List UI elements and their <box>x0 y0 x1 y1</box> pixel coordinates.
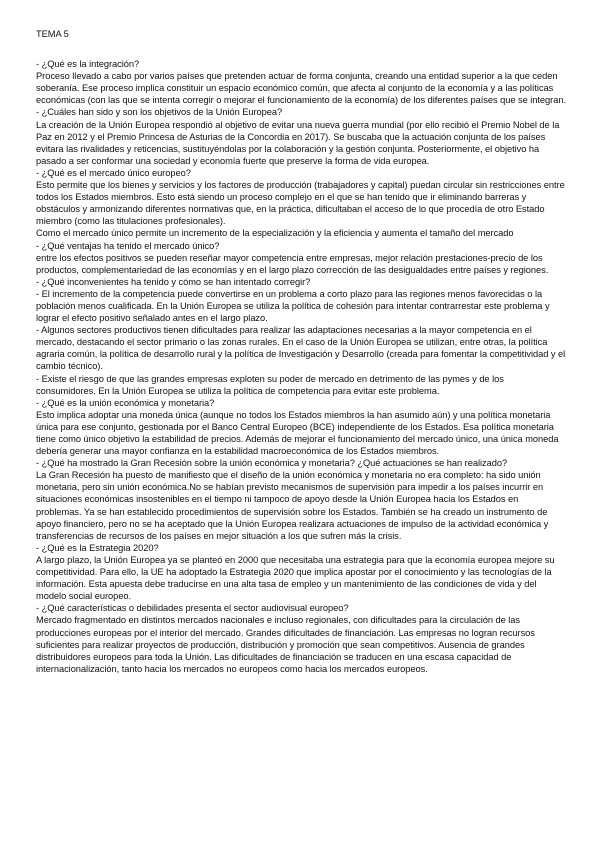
section-ventajas <box>36 240 566 276</box>
section-paragraph: Esto implica adoptar una moneda única (aunque no todos los Estados miembros la han asumido aún) y una política monetaria única para ese conjunto, gestionada por el Banco Central Europeo (BCE) independiente de los Estados. Esa política monetaria tiene como único objetivo la estabilidad de precios. Además de mejorar el funcionamiento del mercado único, una única moneda debería generar una mayor confianza en la estabilidad macroeconómica de los Estados miembros. <box>36 409 559 457</box>
section-paragraph: Como el mercado único permite un incremento de la especialización y la eficiencia y aumenta el tamaño del mercado <box>36 228 514 239</box>
section-integracion <box>36 58 566 106</box>
section-objetivos <box>36 106 566 166</box>
section-question: - ¿Qué características o debilidades presenta el sector audiovisual europeo? <box>36 603 349 614</box>
section-paragraph: La creación de la Unión Europea respondió al objetivo de evitar una nueva guerra mundial (por ello recibió el Premio Nobel de la Paz en 2012 y el Premio Princesa de Asturias de la Concordia en 2017). Se buscaba que la actuación conjunta de los países evitara las rivalidades y reticencias, sustituyéndolas por la colaboración y la gestión conjunta. Posteriormente, el objetivo ha pasado a ser conformar una sociedad y economía fuerte que preserve la forma de vida europea. <box>36 119 560 166</box>
section-union-economica <box>36 397 566 457</box>
section-question: - ¿Qué ha mostrado la Gran Recesión sobre la unión económica y monetaria? ¿Qué actuaciones se han realizado? <box>36 458 508 469</box>
section-paragraph: Mercado fragmentado en distintos mercados nacionales e incluso regionales, con dificultades para la circulación de las producciones europeas por el interior del mercado. Grandes dificultades de financiación. Las empresas no logran recursos suficientes para realizar proyectos de producción, distribución y promoción que sean competitivos. Ausencia de grandes distribuidores europeos para toda la Unión. Las dificultades de financiación se traducen en una escasa capacidad de internacionalización, tanto hacia los mercados no europeos como hacia los mercados europeos. <box>36 615 535 674</box>
section-paragraph: - Algunos sectores productivos tienen dificultades para realizar las adaptaciones necesarias a la mayor competencia en el mercado, destacando el sector primario o las zonas rurales. En el caso de la Unión Europea se utilizan, entre otras, la política agraria común, la política de desarrollo rural y la política de Investigación y Desarrollo (creada para fomentar la competitividad y el cambio técnico). <box>36 325 566 372</box>
section-question: - ¿Qué es la unión económica y monetaria? <box>36 397 215 408</box>
section-question: - ¿Qué ventajas ha tenido el mercado único? <box>36 240 220 251</box>
section-paragraph: - El incremento de la competencia puede convertirse en un problema a corto plazo para las regiones menos favorecidas o la población menos cualificada. En la Unión Europea se utiliza la política de cohesión para intentar contrarrestar este problema y lograr el efecto positivo señalado antes en el largo plazo. <box>36 288 550 324</box>
section-question: - ¿Qué es la Estrategia 2020? <box>36 542 159 553</box>
section-paragraph: - Existe el riesgo de que las grandes empresas exploten su poder de mercado en detrimento de las pymes y de los consumidores. En la Unión Europea se utiliza la política de competencia para evitar este problema. <box>36 373 504 396</box>
section-mercado-unico <box>36 167 566 240</box>
document-title: TEMA 5 <box>36 29 69 39</box>
section-audiovisual <box>36 602 566 675</box>
section-gran-recesion <box>36 457 566 542</box>
section-question: - ¿Cuáles han sido y son los objetivos de la Unión Europea? <box>36 107 283 118</box>
section-paragraph: A largo plazo, la Unión Europea ya se planteó en 2000 que necesitaba una estrategia para que la economía europea mejore su competitividad. Para ello, la UE ha adoptado la Estrategia 2020 que implica apostar por el conocimiento y las tecnologías de la información. Esta apuesta debe traducirse en una alta tasa de empleo y un mantenimiento de las condiciones de vida y del modelo social europeo. <box>36 554 555 602</box>
section-paragraph: entre los efectos positivos se pueden reseñar mayor competencia entre empresas, mejor relación prestaciones-precio de los productos, complementariedad de las economías y en el largo plazo corrección de las desigualdades entre países y regiones. <box>36 252 549 275</box>
section-paragraph: Proceso llevado a cabo por varios países que pretenden actuar de forma conjunta, creando una entidad superior a la que ceden soberanía. Ese proceso implica constituir un espacio económico común, que afecta al conjunto de la economía y a las políticas económicas (con las que se intenta corregir o mejorar el funcionamiento de la economía) de los diferentes países que se integran. <box>36 71 566 106</box>
document-page <box>36 28 566 675</box>
section-paragraph: Esto permite que los bienes y servicios y los factores de producción (trabajadores y capital) puedan circular sin restricciones entre todos los Estados miembros. Esto está siendo un proceso complejo en el que se han tenido que ir eliminando barreras y obstáculos y armonizando diferentes normativas que, en la práctica, dificultaban el acceso de lo que procedía de otro Estado miembro (como las titulaciones profesionales). <box>36 180 565 227</box>
section-estrategia-2020 <box>36 542 566 602</box>
section-question: - ¿Qué es el mercado único europeo? <box>36 167 191 178</box>
section-paragraph: La Gran Recesión ha puesto de manifiesto que el diseño de la unión económica y monetaria no era completo: ha sido unión monetaria, pero sin unión económica.No se habían previsto mecanismos de supervisión para impedir a los países incurrir en situaciones económicas insostenibles en el tiempo ni tampoco de apoyo desde la Unión Europea hacia los Estados en problemas. Ya se han establecido procedimientos de supervisión sobre los Estados. También se ha creado un instrumento de apoyo financiero, pero no se ha aceptado que la Unión Europea realizara actuaciones de impulso de la actividad económica y transferencias de recursos de los países en mejor situación a los que sufren más la crisis. <box>36 470 549 541</box>
section-question: - ¿Qué inconvenientes ha tenido y cómo se han intentado corregir? <box>36 276 311 287</box>
section-inconvenientes <box>36 276 566 397</box>
section-question: - ¿Qué es la integración? <box>36 59 140 70</box>
